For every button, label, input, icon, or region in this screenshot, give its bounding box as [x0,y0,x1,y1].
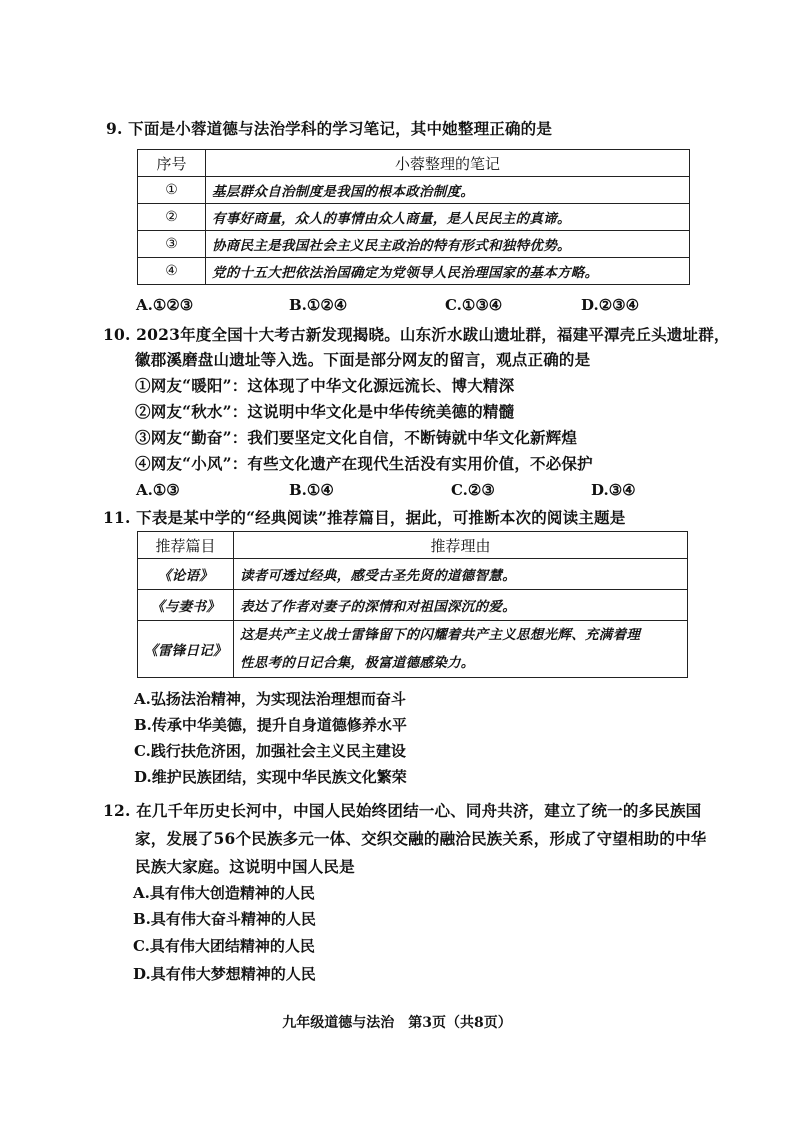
table-row [138,177,690,204]
q12-option-a: A.具有伟大创造精神的人民 [133,884,315,902]
q10-stem-line-2: 徽郡溪磨盘山遗址等入选。下面是部分网友的留言，观点正确的是 [135,350,591,369]
q12-option-c: C.具有伟大团结精神的人民 [133,937,315,955]
page-footer: 九年级道德与法治 第3页（共8页） [282,1015,512,1031]
q10-option-a: A.①③ [136,481,180,499]
q11-stem: 11. 下表是某中学的“经典阅读”推荐篇目，据此，可推断本次的阅读主题是 [103,508,626,527]
q10-stem-line-1: 10. 2023年度全国十大考古新发现揭晓。山东沂水跋山遗址群，福建平潭壳丘头遗址群， [103,325,730,344]
q12-stem-line-2: 家，发展了56个民族多元一体、交织交融的融洽民族关系，形成了守望相助的中华 [135,829,707,848]
table-row [138,559,688,590]
q9-table [137,149,690,285]
q9-option-d: D.②③④ [581,296,640,314]
q10-item-3: ③网友“勤奋”：我们要坚定文化自信，不断铸就中华文化新辉煌 [135,428,578,447]
q9-option-c: C.①③④ [445,296,503,314]
q11-option-b: B.传承中华美德，提升自身道德修养水平 [134,716,407,734]
table-row [138,204,690,231]
table-cell-number: ② [138,204,206,231]
table-cell-note: 有事好商量，众人的事情由众人商量，是人民民主的真谛。 [206,204,690,231]
table-header-row [138,150,690,177]
q12-option-d: D.具有伟大梦想精神的人民 [133,965,316,983]
q10-option-b: B.①④ [289,481,334,499]
q9-stem: 9. 下面是小蓉道德与法治学科的学习笔记，其中她整理正确的是 [106,119,553,138]
q10-item-2: ②网友“秋水”：这说明中华文化是中华传统美德的精髓 [135,402,515,421]
table-cell-reason: 表达了作者对妻子的深情和对祖国深沉的爱。 [234,590,688,621]
table-header-row [138,532,688,559]
table-header-cell: 推荐理由 [234,532,688,559]
q11-table [137,531,688,678]
reason-line-2: 性思考的日记合集，极富道德感染力。 [240,655,475,671]
q10-option-c: C.②③ [451,481,495,499]
table-cell-title: 《论语》 [138,559,234,590]
table-cell-note: 基层群众自治制度是我国的根本政治制度。 [206,177,690,204]
q11-option-a: A.弘扬法治精神，为实现法治理想而奋斗 [134,690,406,708]
q10-option-d: D.③④ [591,481,636,499]
q9-option-a: A.①②③ [136,296,194,314]
table-row [138,258,690,285]
table-cell-note: 协商民主是我国社会主义民主政治的特有形式和独特优势。 [206,231,690,258]
table-cell-title: 《雷锋日记》 [138,621,234,678]
table-cell-number: ③ [138,231,206,258]
table-cell-reason: 读者可透过经典，感受古圣先贤的道德智慧。 [234,559,688,590]
table-cell-title: 《与妻书》 [138,590,234,621]
table-cell-note: 党的十五大把依法治国确定为党领导人民治理国家的基本方略。 [206,258,690,285]
table-header-cell: 序号 [138,150,206,177]
q10-item-1: ①网友“暖阳”：这体现了中华文化源远流长、博大精深 [135,376,515,395]
table-row [138,621,688,678]
table-header-cell: 小蓉整理的笔记 [206,150,690,177]
table-cell-reason [234,621,688,678]
q12-option-b: B.具有伟大奋斗精神的人民 [133,910,316,928]
q11-option-c: C.践行扶危济困，加强社会主义民主建设 [134,742,406,760]
table-row [138,590,688,621]
q12-stem-line-1: 12. 在几千年历史长河中，中国人民始终团结一心、同舟共济，建立了统一的多民族国 [103,801,702,820]
table-cell-number: ④ [138,258,206,285]
q11-option-d: D.维护民族团结，实现中华民族文化繁荣 [134,768,407,786]
table-row [138,231,690,258]
table-cell-number: ① [138,177,206,204]
q10-item-4: ④网友“小风”：有些文化遗产在现代生活没有实用价值，不必保护 [135,454,593,473]
table-header-cell: 推荐篇目 [138,532,234,559]
reason-line-1: 这是共产主义战士雷锋留下的闪耀着共产主义思想光辉、充满着理 [240,627,641,643]
q9-option-b: B.①②④ [289,296,348,314]
q12-stem-line-3: 民族大家庭。这说明中国人民是 [135,857,355,876]
